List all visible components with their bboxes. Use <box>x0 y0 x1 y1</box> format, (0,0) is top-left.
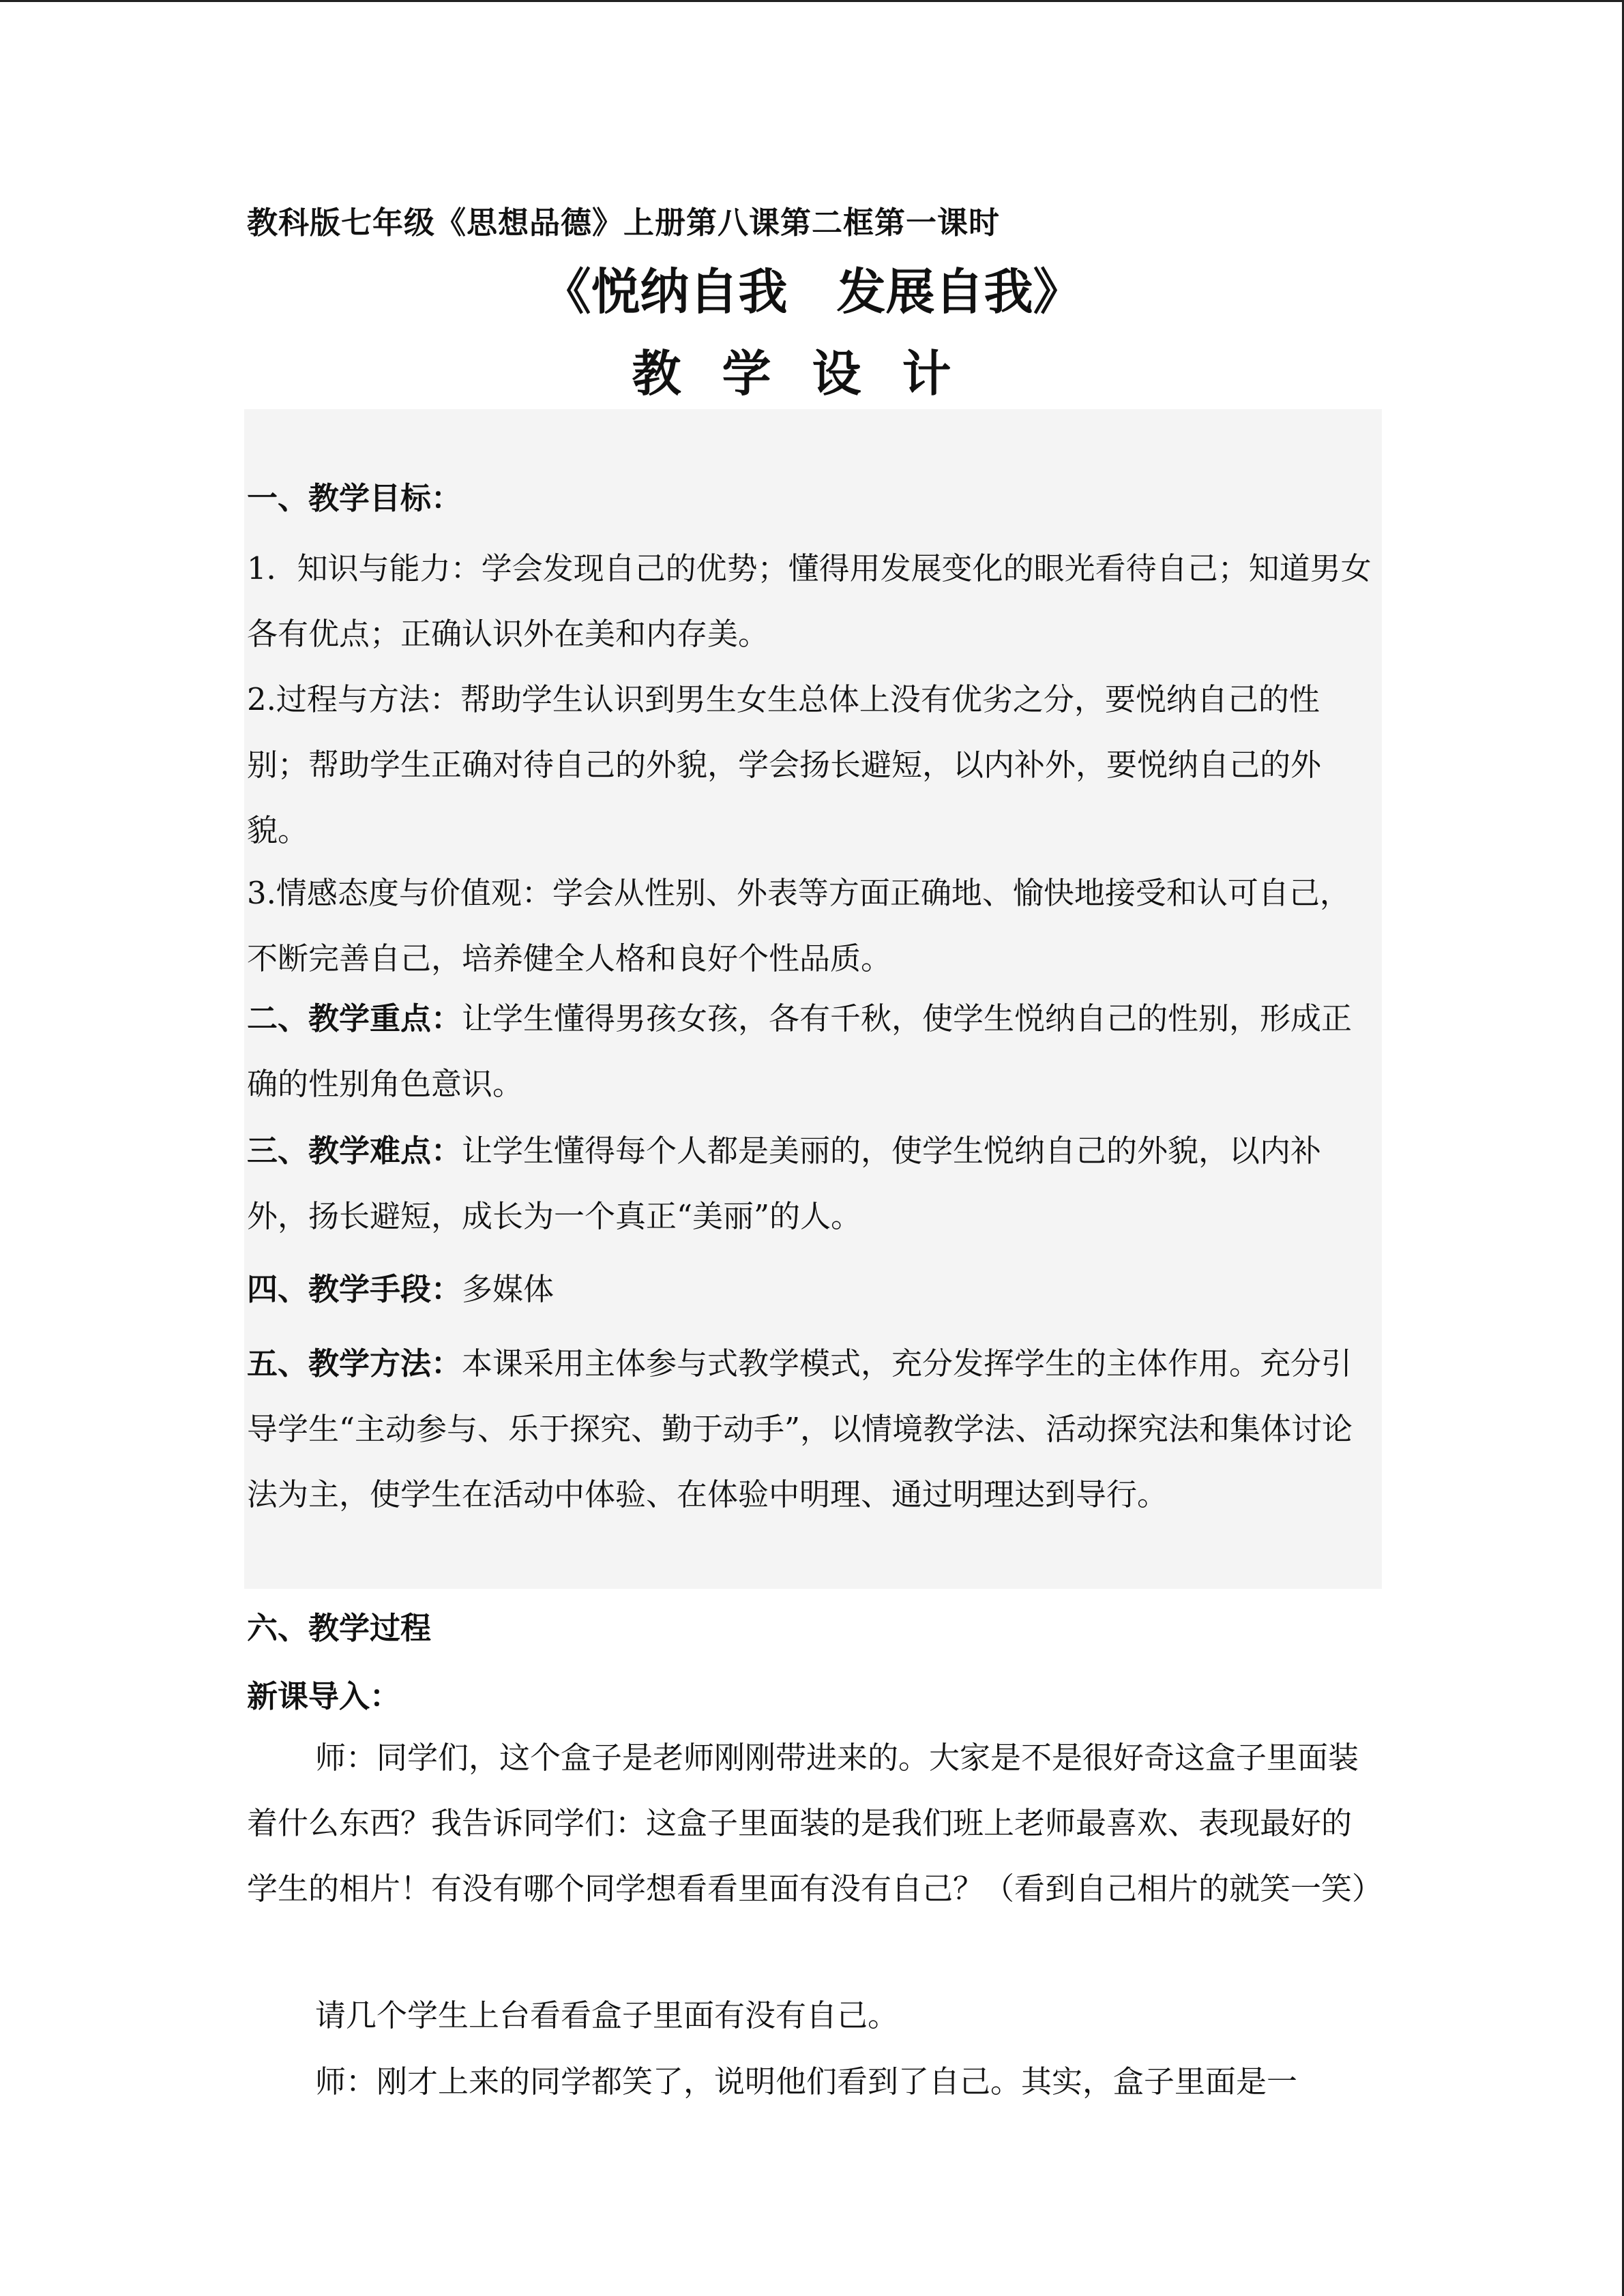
intro-heading: 新课导入： <box>247 1678 401 1714</box>
intro-paragraph-3: 师：刚才上来的同学都笑了，说明他们看到了自己。其实，盒子里面是一 <box>315 2063 1298 2100</box>
teaching-design-title: 教学设计 <box>632 345 992 402</box>
key-point-block <box>247 986 1379 1117</box>
page-border-top <box>0 0 1624 2</box>
goals-heading: 一、教学目标： <box>247 480 462 516</box>
means-heading: 四、教学手段： <box>247 1271 462 1307</box>
difficulty-heading: 三、教学难点： <box>247 1133 462 1169</box>
goal-knowledge: 1．知识与能力：学会发现自己的优势；懂得用发展变化的眼光看待自己；知道男女各有优点；正确认识外在美和内存美。 <box>247 550 1372 652</box>
course-subtitle: 教科版七年级《思想品德》上册第八课第二框第一课时 <box>247 205 1001 241</box>
method-heading: 五、教学方法： <box>247 1345 462 1382</box>
difficulty-text: 让学生懂得每个人都是美丽的，使学生悦纳自己的外貌，以内补外，扬长避短，成长为一个真正“美丽”的人。 <box>247 1133 1322 1234</box>
intro-paragraph-1: 师：同学们，这个盒子是老师刚刚带进来的。大家是不是很好奇这盒子里面装着什么东西？我告诉同学们：这盒子里面装的是我们班上老师最喜欢、表现最好的学生的相片！有没有哪个同学想看看里面有没有自己？（看到自己相片的就笑一笑） <box>247 1740 1383 1907</box>
method-block <box>247 1331 1379 1527</box>
means-block <box>247 1257 1379 1322</box>
process-heading: 六、教学过程 <box>247 1610 432 1646</box>
means-text: 多媒体 <box>462 1271 555 1307</box>
key-point-text: 让学生懂得男孩女孩，各有千秋，使学生悦纳自己的性别，形成正确的性别角色意识。 <box>247 1000 1353 1102</box>
key-point-heading: 二、教学重点： <box>247 1000 462 1037</box>
goal-process: 2.过程与方法：帮助学生认识到男生女生总体上没有优劣之分，要悦纳自己的性别；帮助学生正确对待自己的外貌，学会扬长避短，以内补外，要悦纳自己的外貌。 <box>247 681 1322 848</box>
goal-emotion: 3.情感态度与价值观：学会从性别、外表等方面正确地、愉快地接受和认可自己，不断完善自己，培养健全人格和良好个性品质。 <box>247 875 1350 976</box>
intro-paragraph-2: 请几个学生上台看看盒子里面有没有自己。 <box>315 1997 899 2033</box>
method-text: 本课采用主体参与式教学模式，充分发挥学生的主体作用。充分引导学生“主动参与、乐于探究、勤于动手”，以情境教学法、活动探究法和集体讨论法为主，使学生在活动中体验、在体验中明理、通过明理达到导行。 <box>247 1345 1353 1512</box>
difficulty-block <box>247 1118 1379 1249</box>
lesson-title: 《悦纳自我 发展自我》 <box>542 263 1082 320</box>
